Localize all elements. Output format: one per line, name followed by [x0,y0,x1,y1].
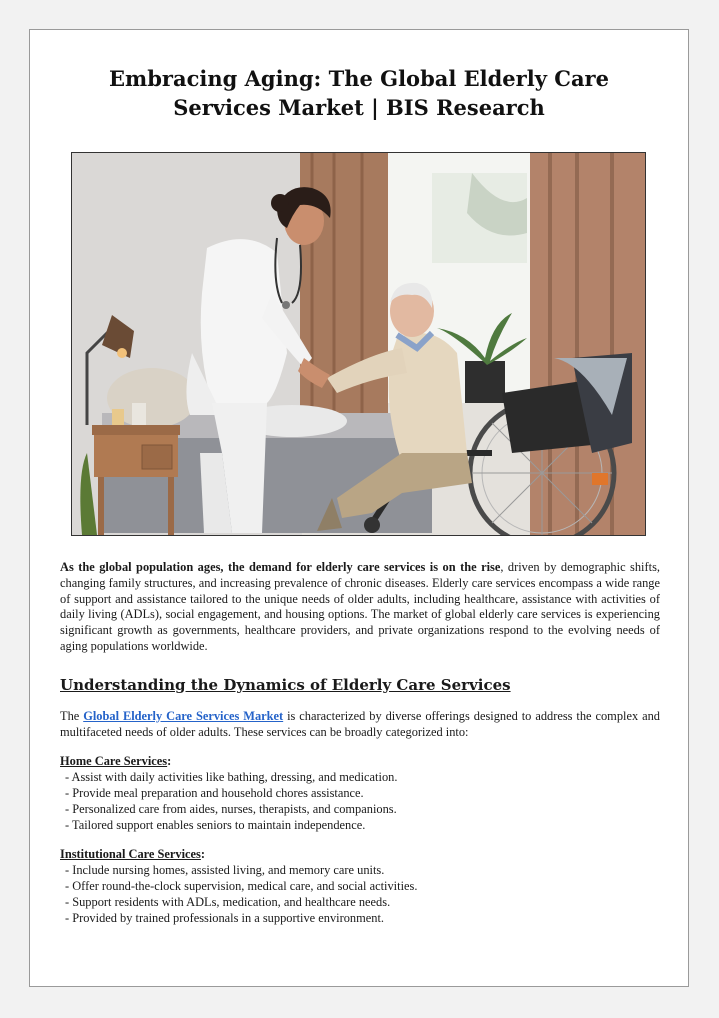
list-item: - Support residents with ADLs, medication, and healthcare needs. [65,894,391,909]
section-heading: Understanding the Dynamics of Elderly Care Services [60,675,511,694]
institutional-care-heading-colon: : [200,847,206,862]
intro-paragraph [60,560,660,655]
home-care-heading-colon: : [167,754,172,769]
hero-photo-illustration [72,153,645,535]
list-item: - Provided by trained professionals in a supportive environment. [65,910,384,925]
home-care-heading-text: Home Care Services [60,754,168,769]
home-care-list [60,770,660,833]
home-care-heading [60,754,660,770]
institutional-care-list [60,863,660,926]
document-page [29,29,689,987]
list-item: - Assist with daily activities like bathing, dressing, and medication. [65,770,398,785]
list-item: - Personalized care from aides, nurses, therapists, and companions. [65,801,397,816]
institutional-care-group [60,847,660,926]
institutional-care-heading [60,847,660,863]
list-item: - Offer round-the-clock supervision, medical care, and social activities. [65,878,418,893]
market-report-link[interactable]: Global Elderly Care Services Market [83,708,284,723]
list-item: - Provide meal preparation and household chores assistance. [65,785,364,800]
list-item: - Include nursing homes, assisted living, and memory care units. [65,863,385,878]
para-prefix: The [60,708,84,723]
intro-bold-lead: As the global population ages, the demand for elderly care services is on the rise [60,560,501,574]
section-paragraph [60,709,660,741]
article-body [60,560,660,926]
hero-photo-nurse-elderly-man [71,152,646,536]
institutional-care-heading-text: Institutional Care Services [60,847,201,862]
home-care-group [60,754,660,833]
page-title: Embracing Aging: The Global Elderly Care Services Market | BIS Research [109,66,609,120]
para-suffix: is characterized by diverse offerings designed to address the complex and multifaceted needs of older adults. These services can be broadly categorized into: [60,708,660,739]
list-item: - Tailored support enables seniors to maintain independence. [65,817,366,832]
intro-rest: , driven by demographic shifts, changing family structures, and increasing prevalence of chronic diseases. Elderly care services encompass a wide range of support and assistance tailored to the unique needs of older adults, including healthcare, assistance with activities of daily living (ADLs), social engagement, and housing options. The market of global elderly care services is experiencing significant growth as governments, healthcare providers, and private organizations respond to the evolving needs of aging populations worldwide. [60,560,660,653]
